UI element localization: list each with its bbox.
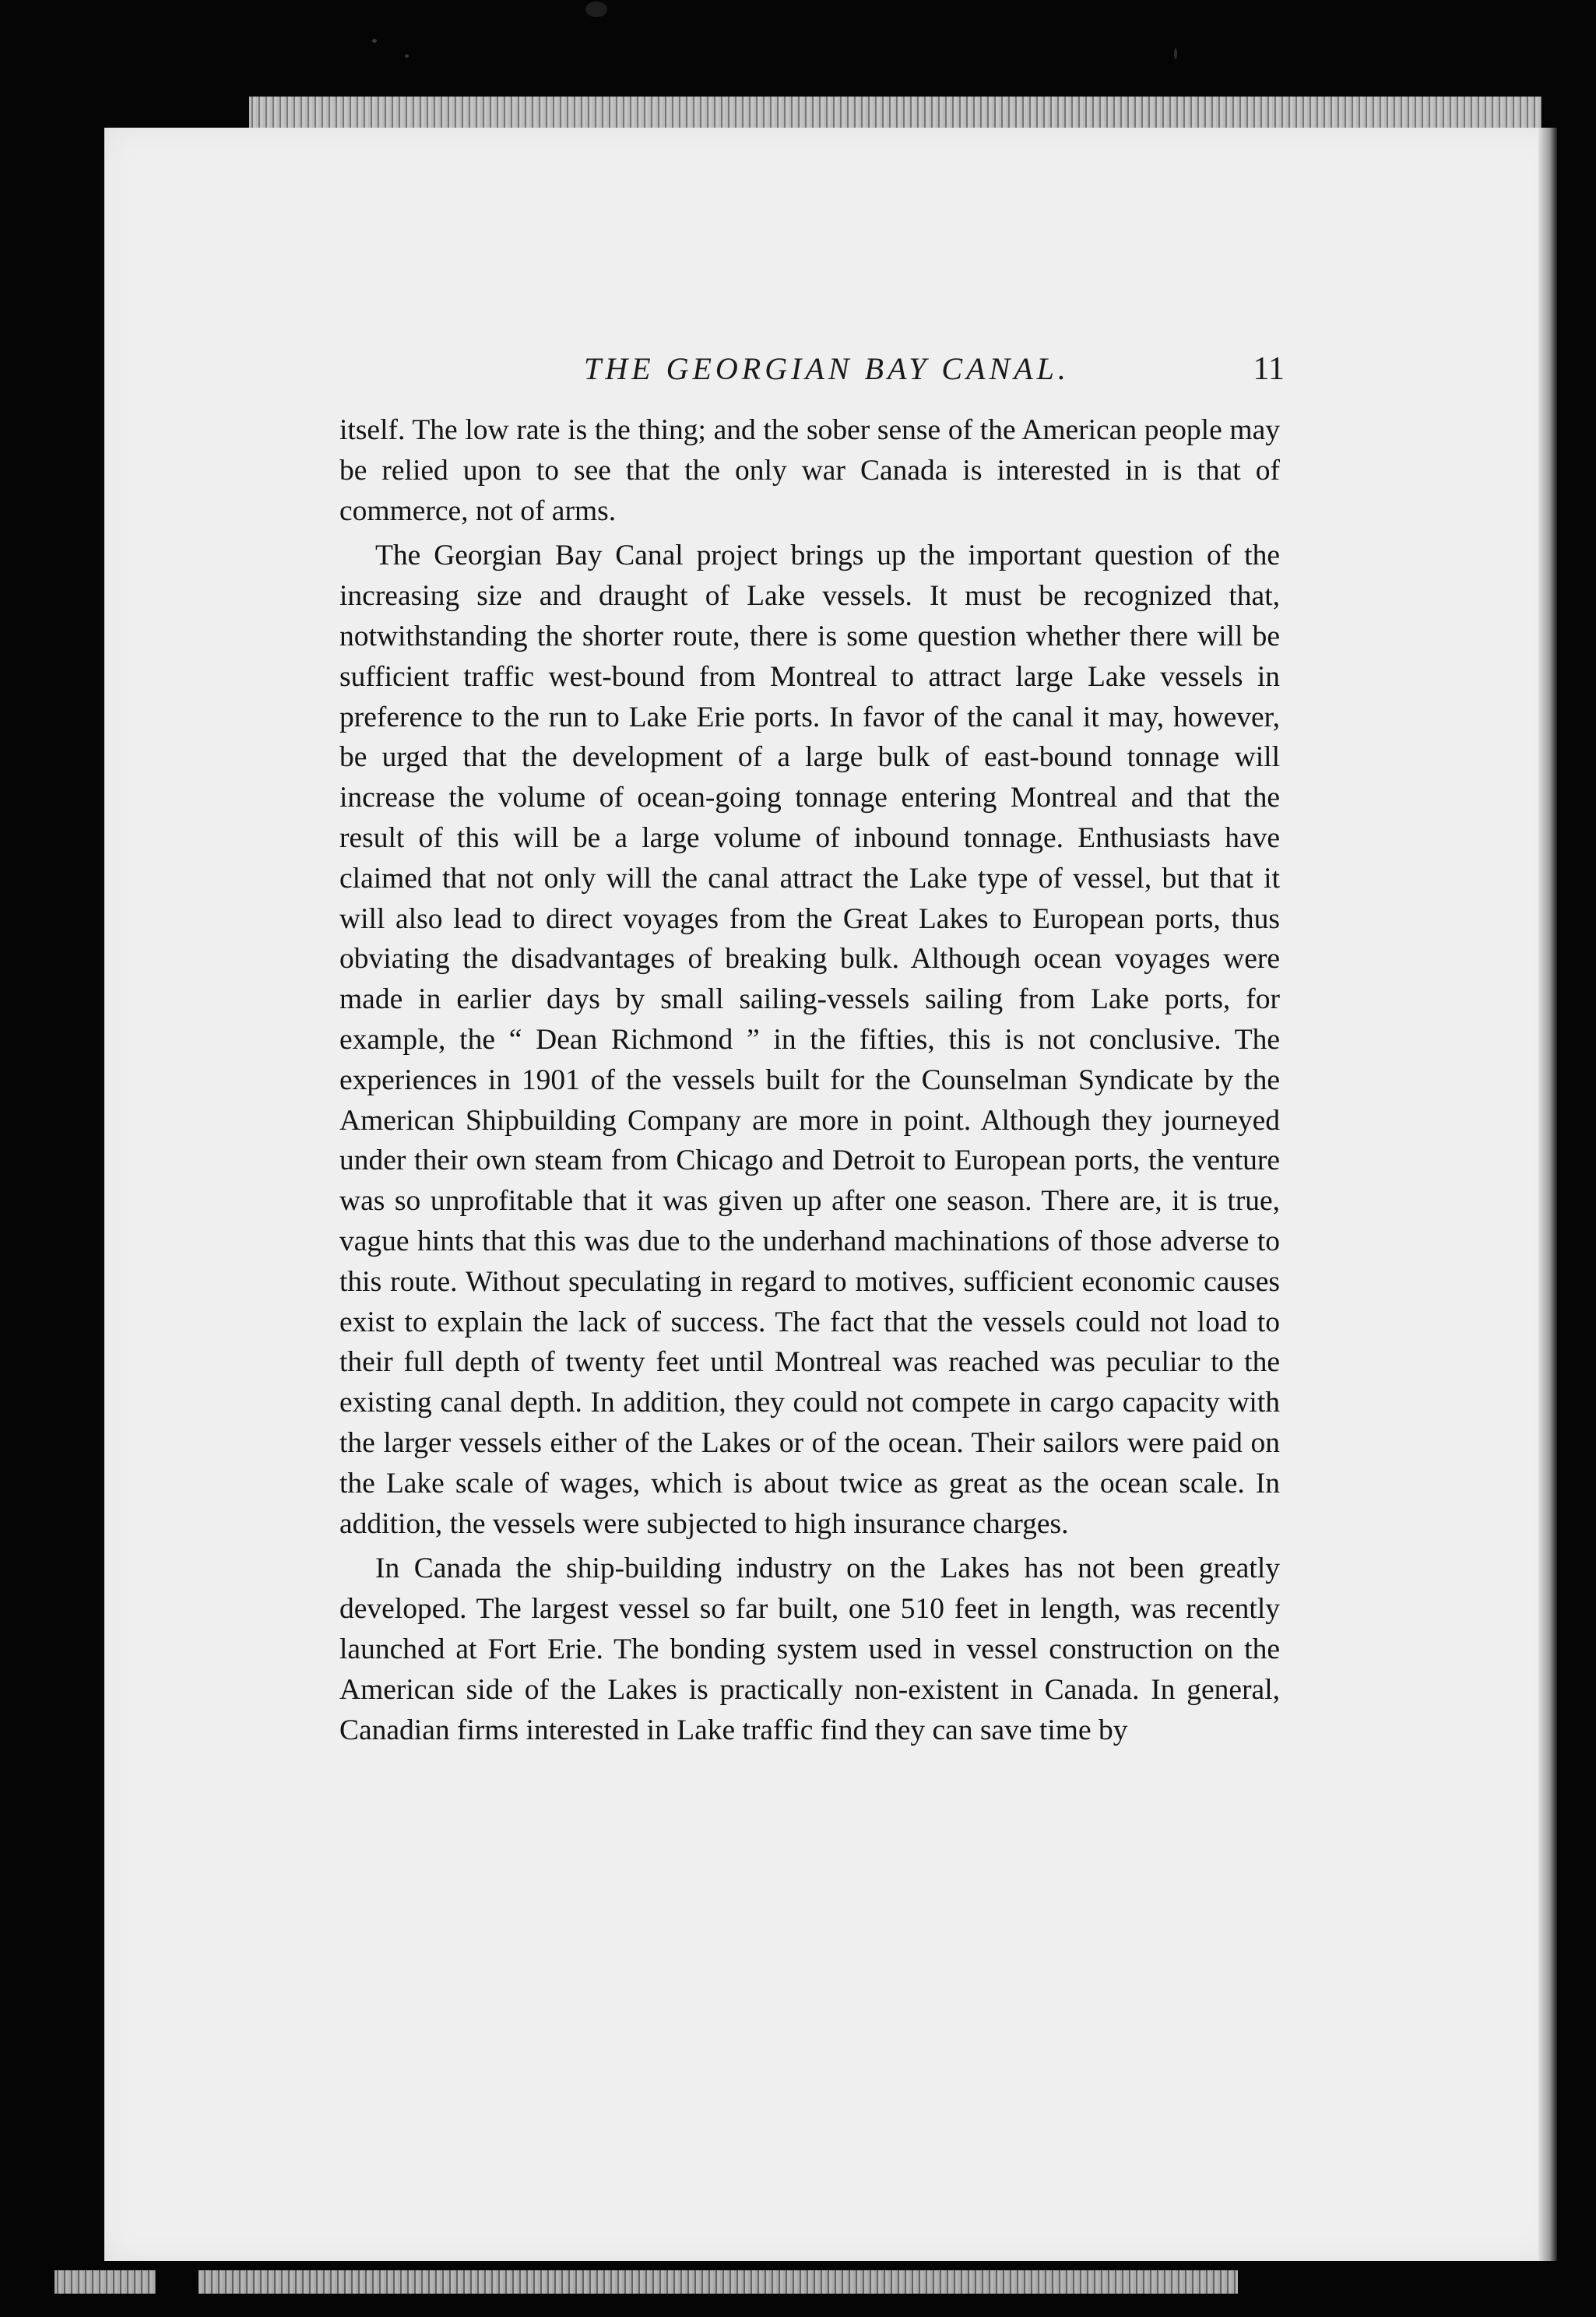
- paragraph: itself. The low rate is the thing; and the sober sense of the American people may be relied upon to see that the only war Canada is interested in is that of commerce, not of arms.: [339, 414, 1280, 527]
- scan-top-edge: [249, 97, 1542, 131]
- page-header: [327, 350, 1285, 397]
- page-right-edge: [1538, 128, 1557, 2261]
- scan-speck: [372, 39, 377, 43]
- scan-bottom-edge: [54, 2270, 1238, 2294]
- paragraph: The Georgian Bay Canal project brings up the important question of the increasing size and draught of Lake vessels. It must be recognized that, notwithstanding the shorter route, there is some question whether there will be sufficient traffic west-bound from Montreal to attract large Lake vessels in preference to the run to Lake Erie ports. In favor of the canal it may, however, be urged that the development of a large bulk of east-bound tonnage will increase the volume of ocean-going tonnage entering Montreal and that the result of this will be a large volume of inbound tonnage. Enthusiasts have claimed that not only will the canal attract the Lake type of vessel, but that it will also lead to direct voyages from the Great Lakes to European ports, thus obviating the disadvantages of breaking bulk. Although ocean voyages were made in earlier days by small sailing-vessels sailing from Lake ports, for example, the “ Dean Richmond ” in the fifties, this is not conclusive. The experiences in 1901 of the vessels built for the Counselman Syndicate by the American Shipbuilding Company are more in point. Although they journeyed under their own steam from Chicago and Detroit to European ports, the venture was so unprofitable that it was given up after one season. There are, it is true, vague hints that this was due to the underhand machinations of those adverse to this route. Without speculating in regard to motives, sufficient economic causes exist to explain the lack of success. The fact that the vessels could not load to their full depth of twenty feet until Montreal was reached was peculiar to the existing canal depth. In addition, they could not compete in cargo capacity with the larger vessels either of the Lakes or of the ocean. Their sailors were paid on the Lake scale of wages, which is about twice as great as the ocean scale. In addition, the vessels were subjected to high insurance charges.: [339, 540, 1280, 1540]
- scan-speck: [405, 54, 409, 58]
- running-head: THE GEORGIAN BAY CANAL.: [584, 351, 1070, 386]
- body-text: [339, 410, 1280, 1755]
- page-number: 11: [1253, 351, 1285, 387]
- scan-bottom-gap: [156, 2267, 199, 2298]
- scan-speck: [585, 2, 607, 17]
- paragraph: In Canada the ship-building industry on the Lakes has not been greatly developed. The largest vessel so far built, one 510 feet in length, was recently launched at Fort Erie. The bonding system used in vessel construction on the American side of the Lakes is practically non-existent in Canada. In general, Canadian firms interested in Lake traffic find they can save time by: [339, 1552, 1280, 1746]
- scan-speck: [1174, 48, 1177, 59]
